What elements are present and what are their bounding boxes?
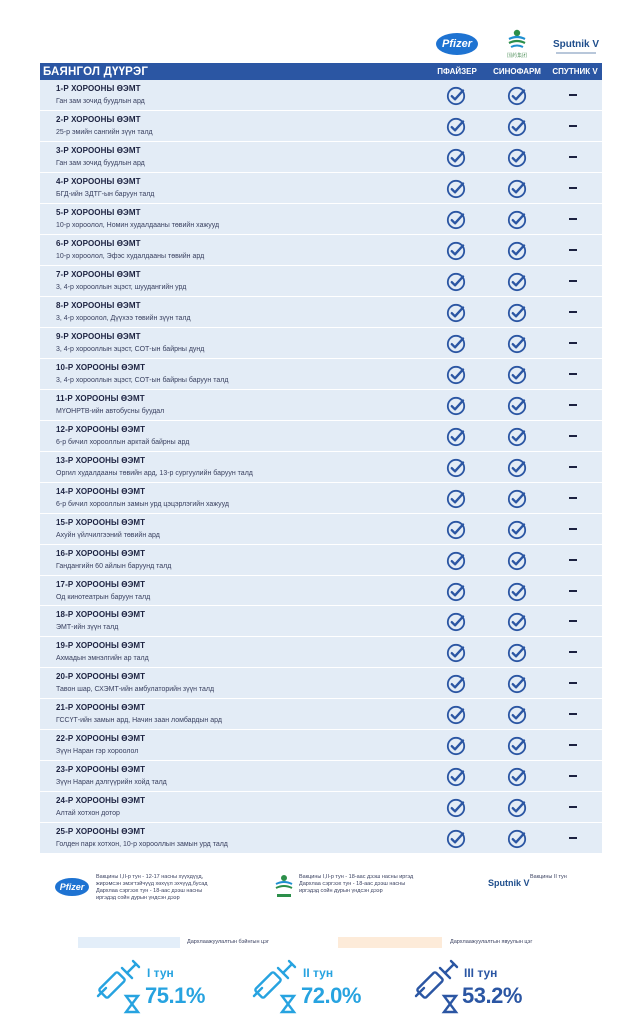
check-circle-icon (446, 179, 466, 199)
column-sinopharm: СИНОФАРМ (493, 67, 541, 76)
vaccination-sites-table (40, 63, 602, 854)
dash-icon (569, 744, 577, 746)
check-circle-icon (446, 520, 466, 540)
dose-1-label: I тун (147, 966, 174, 980)
syringe-hourglass-icon (92, 958, 148, 1014)
check-circle-icon (507, 767, 527, 787)
site-address: ГССҮТ-ийн замын ард, Начин заан ломбардын ард (56, 717, 222, 725)
site-name: 19-Р ХОРООНЫ ӨЭМТ (56, 641, 146, 651)
table-body (40, 80, 602, 854)
site-name: 11-Р ХОРООНЫ ӨЭМТ (56, 393, 145, 403)
table-row (40, 761, 602, 792)
table-row (40, 545, 602, 576)
check-circle-icon (507, 643, 527, 663)
site-name: 1-Р ХОРООНЫ ӨЭМТ (56, 84, 141, 93)
legend-pfizer-line: жирэмсэн эмэгтэйчүүд хөхүүл эхчүүд,бусад (96, 881, 208, 887)
check-circle-icon (446, 303, 466, 323)
permanent-site-key (78, 937, 180, 948)
table-row (40, 142, 602, 173)
table-row (40, 823, 602, 854)
table-row (40, 514, 602, 545)
dash-icon (569, 218, 577, 220)
check-circle-icon (446, 210, 466, 230)
site-address: Оргил худалдааны төвийн ард, 13-р сургуулийн баруун талд (56, 469, 253, 477)
dose-3-label: III тун (464, 966, 498, 980)
site-name: 18-Р ХОРООНЫ ӨЭМТ (56, 610, 146, 620)
site-name: 17-Р ХОРООНЫ ӨЭМТ (56, 579, 146, 589)
site-address: Од кинотеатрын баруун талд (56, 593, 151, 601)
check-circle-icon (507, 705, 527, 725)
site-name: 7-Р ХОРООНЫ ӨЭМТ (56, 269, 141, 279)
site-name: 23-Р ХОРООНЫ ӨЭМТ (56, 765, 146, 775)
site-name: 21-Р ХОРООНЫ ӨЭМТ (56, 703, 146, 713)
check-circle-icon (507, 241, 527, 261)
check-circle-icon (446, 798, 466, 818)
legend-sinopharm-text (299, 874, 413, 895)
table-row (40, 637, 602, 668)
site-name: 25-Р ХОРООНЫ ӨЭМТ (56, 827, 146, 837)
check-circle-icon (507, 272, 527, 292)
syringe-hourglass-icon (410, 958, 466, 1014)
table-row (40, 359, 602, 390)
legend (0, 870, 641, 910)
check-circle-icon (446, 829, 466, 849)
sinopharm-logo (501, 26, 533, 62)
check-circle-icon (507, 210, 527, 230)
site-name: 16-Р ХОРООНЫ ӨЭМТ (56, 548, 146, 558)
site-name: 24-Р ХОРООНЫ ӨЭМТ (56, 796, 146, 806)
site-name: 20-Р ХОРООНЫ ӨЭМТ (56, 672, 146, 682)
site-address: 3, 4-р хорооллын эцэст, СОТ-ын байрны дунд (56, 345, 205, 353)
legend-pfizer-text (96, 874, 208, 902)
dose-1-stat (92, 958, 222, 1014)
site-address: Гандангийн 60 айлын баруунд талд (56, 562, 172, 570)
site-address: Тавон шар, СХЭМТ-ийн амбулаторийн зүүн талд (56, 686, 215, 694)
check-circle-icon (507, 396, 527, 416)
site-address: 3, 4-р хорооллын эцэст, СОТ-ын байрны баруун талд (56, 376, 229, 384)
site-name: 8-Р ХОРООНЫ ӨЭМТ (56, 300, 141, 310)
site-name: 6-Р ХОРООНЫ ӨЭМТ (56, 238, 141, 248)
check-circle-icon (507, 489, 527, 509)
check-circle-icon (507, 829, 527, 849)
dash-icon (569, 837, 577, 839)
dash-icon (569, 806, 577, 808)
check-circle-icon (446, 674, 466, 694)
table-row (40, 699, 602, 730)
sinopharm-logo-icon (507, 29, 527, 51)
table-row (40, 328, 602, 359)
check-circle-icon (446, 117, 466, 137)
check-circle-icon (446, 612, 466, 632)
table-row (40, 297, 602, 328)
legend-sinopharm-logo-icon (275, 874, 293, 900)
legend-pfizer-line: Дархлаа сэргээх тун - 18-аас дээш насны (96, 888, 203, 894)
check-circle-icon (507, 86, 527, 106)
dash-icon (569, 713, 577, 715)
check-circle-icon (446, 241, 466, 261)
dash-icon (569, 342, 577, 344)
table-row (40, 235, 602, 266)
dash-icon (569, 125, 577, 127)
site-address: 10-р хороолол, Эфэс худалдааны төвийн ард (56, 252, 205, 260)
legend-sputnik-text (530, 874, 567, 881)
site-name: 12-Р ХОРООНЫ ӨЭМТ (56, 424, 146, 434)
check-circle-icon (446, 148, 466, 168)
site-address: Ган зам зочид буудлын ард (56, 98, 145, 105)
site-address: Зүүн Наран гэр хороолол (56, 748, 139, 756)
check-circle-icon (507, 303, 527, 323)
site-address: 6-р бичил хорооллын арктай байрны ард (56, 438, 190, 446)
check-circle-icon (446, 767, 466, 787)
dash-icon (569, 156, 577, 158)
dose-2-label: II тун (303, 966, 334, 980)
dose-3-stat (410, 958, 540, 1014)
vaccine-logos (0, 26, 641, 66)
dose-2-percent: 72.0% (301, 983, 361, 1008)
site-name: 9-Р ХОРООНЫ ӨЭМТ (56, 331, 141, 341)
legend-sinopharm-line: Вакцины I,II-р тун - 18-аас дээш насны иргэд (299, 874, 414, 880)
sinopharm-logo-text: 国药集团 (506, 53, 527, 59)
dash-icon (569, 682, 577, 684)
check-circle-icon (507, 117, 527, 137)
table-row (40, 80, 602, 111)
site-address: Голден парк хотхон, 10-р хорооллын замын урд талд (56, 841, 228, 849)
check-circle-icon (507, 674, 527, 694)
mobile-site-key (338, 937, 442, 948)
site-name: 22-Р ХОРООНЫ ӨЭМТ (56, 734, 146, 744)
column-sputnik: СПУТНИК V (552, 67, 598, 76)
site-address: Алтай хотхон дотор (56, 810, 120, 818)
dash-icon (569, 94, 577, 96)
mobile-site-label: Дархлаажуулалтын явуулын цэг (450, 939, 533, 945)
dose-1-percent: 75.1% (145, 983, 205, 1008)
dash-icon (569, 311, 577, 313)
check-circle-icon (446, 86, 466, 106)
check-circle-icon (507, 520, 527, 540)
dash-icon (569, 559, 577, 561)
district-title: БАЯНГОЛ ДҮҮРЭГ (43, 65, 149, 78)
dash-icon (569, 528, 577, 530)
dash-icon (569, 775, 577, 777)
site-address: ЭМТ-ийн зүүн талд (56, 624, 119, 632)
site-address: Ган зам зочид буудлын ард (56, 159, 145, 167)
check-circle-icon (446, 643, 466, 663)
check-circle-icon (446, 396, 466, 416)
table-row (40, 606, 602, 637)
dash-icon (569, 187, 577, 189)
check-circle-icon (507, 736, 527, 756)
site-address: 10-р хороолол, Номин худалдааны төвийн хажууд (56, 221, 220, 229)
site-address: 3, 4-р хорооллын эцэст, шуудангийн урд (56, 283, 187, 291)
table-row (40, 452, 602, 483)
site-address: 6-р бичил хорооллын замын урд цэцэрлэгийн хажууд (56, 500, 229, 508)
check-circle-icon (446, 489, 466, 509)
legend-pfizer-line: иргэдэд сойн дурын үндсэн дээр (96, 895, 180, 901)
check-circle-icon (507, 582, 527, 602)
site-name: 15-Р ХОРООНЫ ӨЭМТ (56, 517, 146, 527)
check-circle-icon (507, 458, 527, 478)
site-address: Ахуйн үйлчилгээний төвийн ард (56, 531, 160, 539)
site-name: 3-Р ХОРООНЫ ӨЭМТ (56, 145, 141, 155)
legend-sputnik-logo: Sputnik V (488, 878, 530, 888)
table-row (40, 111, 602, 142)
table-row (40, 730, 602, 761)
check-circle-icon (507, 148, 527, 168)
table-header (40, 63, 602, 80)
sputnik-logo (548, 36, 604, 56)
table-row (40, 390, 602, 421)
site-name: 4-Р ХОРООНЫ ӨЭМТ (56, 176, 141, 186)
dash-icon (569, 466, 577, 468)
dash-icon (569, 620, 577, 622)
check-circle-icon (507, 612, 527, 632)
check-circle-icon (446, 705, 466, 725)
site-name: 13-Р ХОРООНЫ ӨЭМТ (56, 455, 146, 465)
permanent-site-label: Дархлаажуулалтын бэйнгын цэг (187, 939, 269, 945)
legend-sinopharm-line: иргэдэд сойн дурын үндсэн дээр (299, 888, 383, 894)
site-name: 10-Р ХОРООНЫ ӨЭМТ (56, 362, 146, 372)
dash-icon (569, 435, 577, 437)
table-row (40, 204, 602, 235)
site-name: 14-Р ХОРООНЫ ӨЭМТ (56, 486, 146, 496)
legend-sputnik-line: Вакцины II тун (530, 874, 567, 880)
dash-icon (569, 373, 577, 375)
site-address: Ахмадын эмнэлгийн ар талд (56, 655, 149, 663)
table-row (40, 576, 602, 607)
table-row (40, 173, 602, 204)
check-circle-icon (446, 272, 466, 292)
dash-icon (569, 249, 577, 251)
pfizer-logo (436, 33, 478, 55)
table-row (40, 421, 602, 452)
check-circle-icon (507, 551, 527, 571)
check-circle-icon (446, 582, 466, 602)
dash-icon (569, 590, 577, 592)
dash-icon (569, 404, 577, 406)
dash-icon (569, 497, 577, 499)
check-circle-icon (446, 427, 466, 447)
check-circle-icon (446, 365, 466, 385)
check-circle-icon (507, 179, 527, 199)
table-row (40, 483, 602, 514)
dash-icon (569, 280, 577, 282)
legend-sinopharm-line: Дархлаа сэргээх тун - 18-аас дээш насны (299, 881, 406, 887)
site-address: Зүүн Наран дэлгүүрийн хойд талд (56, 779, 167, 787)
check-circle-icon (446, 551, 466, 571)
check-circle-icon (507, 334, 527, 354)
table-row (40, 266, 602, 297)
site-address: МҮОНРТВ-ийн автобусны буудал (56, 407, 165, 415)
site-address: 3, 4-р хороолол, Дүүхээ төвийн зүүн талд (56, 314, 191, 322)
check-circle-icon (507, 798, 527, 818)
legend-pfizer-logo: Pfizer (55, 878, 89, 896)
check-circle-icon (446, 736, 466, 756)
site-address: 25-р эмийн сангийн зүүн талд (56, 128, 153, 136)
check-circle-icon (446, 334, 466, 354)
check-circle-icon (446, 458, 466, 478)
legend-pfizer-line: Вакцины I,II-р тун - 12-17 насны хүүхдүүд, (96, 874, 204, 880)
site-name: 5-Р ХОРООНЫ ӨЭМТ (56, 207, 141, 217)
pfizer-logo-mark: Pfizer (436, 33, 478, 55)
dash-icon (569, 651, 577, 653)
check-circle-icon (507, 365, 527, 385)
sputnik-logo-text: Sputnik V (552, 38, 600, 50)
column-pfizer: ПФАЙЗЕР (437, 67, 477, 76)
table-row (40, 668, 602, 699)
table-row (40, 792, 602, 823)
site-name: 2-Р ХОРООНЫ ӨЭМТ (56, 114, 141, 124)
dose-3-percent: 53.2% (462, 983, 522, 1008)
site-address: БГД-ийн ЗДТГ-ын баруун талд (56, 190, 155, 198)
syringe-hourglass-icon (248, 958, 304, 1014)
dose-2-stat (248, 958, 378, 1014)
sputnik-logo-underline (556, 52, 596, 54)
check-circle-icon (507, 427, 527, 447)
